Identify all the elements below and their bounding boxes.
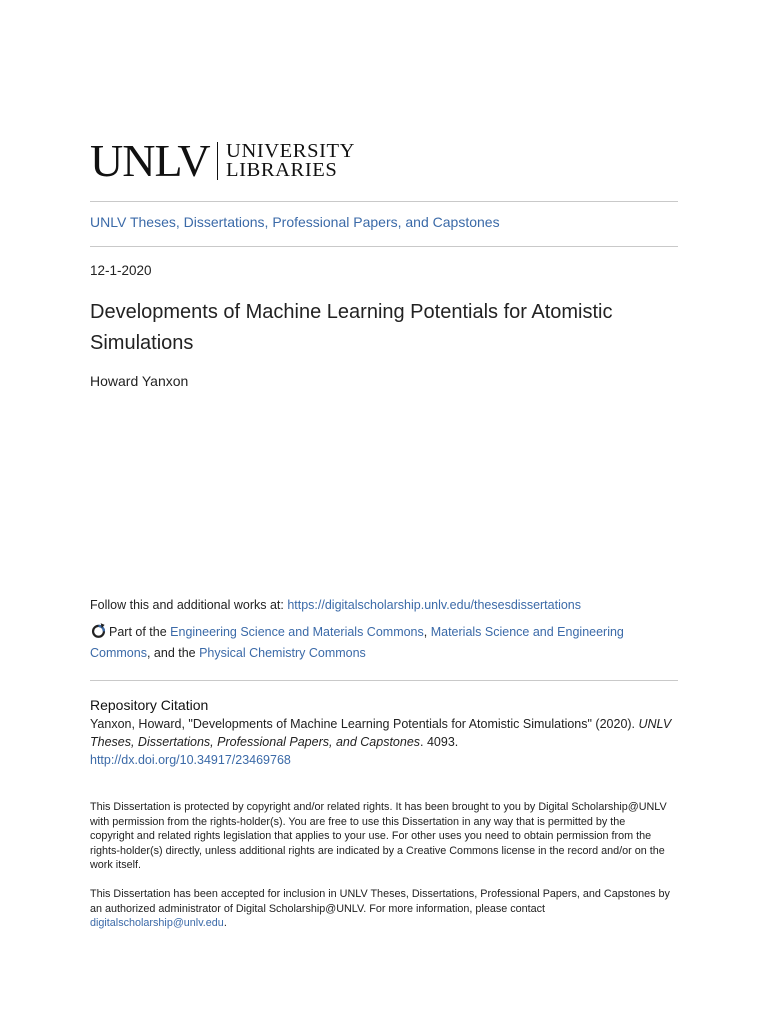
part-of-commons	[90, 622, 650, 664]
series-divider	[90, 246, 678, 247]
citation-divider	[90, 680, 678, 681]
creative-commons-icon	[90, 622, 107, 639]
repository-citation	[90, 715, 675, 769]
engineering-science-commons-link[interactable]: Engineering Science and Materials Commons	[170, 625, 424, 639]
follow-works	[90, 598, 581, 612]
acceptance-end: .	[223, 917, 227, 930]
top-divider	[90, 201, 678, 202]
author-name: Howard Yanxon	[90, 373, 189, 389]
citation-number: . 4093.	[420, 735, 459, 749]
series-link[interactable]: UNLV Theses, Dissertations, Professional Papers, and Capstones	[90, 214, 500, 230]
acceptance-text: This Dissertation has been accepted for inclusion in UNLV Theses, Dissertations, Professional Papers, and Capstones by an authorized administrator of Digital Scholarship@UNLV. For more information, please contact	[90, 888, 670, 915]
part-of-sep-1: ,	[423, 625, 431, 639]
unlv-libraries-logo	[90, 135, 356, 186]
follow-label: Follow this and additional works at:	[90, 598, 288, 612]
publication-date: 12-1-2020	[90, 263, 152, 278]
citation-series: UNLV Theses, Dissertations, Professional Papers, and Capstones	[90, 717, 672, 749]
logo-line-university: UNIVERSITY	[226, 140, 356, 162]
logo-mark: UNLV	[90, 135, 210, 186]
doi-link[interactable]: http://dx.doi.org/10.34917/23469768	[90, 753, 291, 767]
acceptance-statement	[90, 887, 670, 931]
logo-divider	[217, 142, 219, 180]
logo-line-libraries: LIBRARIES	[226, 159, 338, 181]
contact-email-link[interactable]: digitalscholarship@unlv.edu	[90, 917, 224, 930]
document-title: Developments of Machine Learning Potentials for Atomistic Simulations	[90, 301, 613, 354]
citation-text: Yanxon, Howard, "Developments of Machine Learning Potentials for Atomistic Simulations" (2020).	[90, 717, 639, 731]
part-of-sep-2: , and the	[146, 646, 200, 660]
rights-statement: This Dissertation is protected by copyright and/or related rights. It has been brought to you by Digital Scholarship@UNLV with permission from the rights-holder(s). You are free to use this Dissertation in any way that is permitted by the copyright and related rights legislation that applies to your use. For other uses you need to obtain permission from the rights-holder(s) directly, unless additional rights are indicated by a Creative Commons license in the record and/or on the work itself.	[90, 801, 667, 872]
repository-citation-heading: Repository Citation	[90, 697, 209, 713]
physical-chemistry-commons-link[interactable]: Physical Chemistry Commons	[199, 646, 366, 660]
follow-url-link[interactable]: https://digitalscholarship.unlv.edu/thesesdissertations	[287, 598, 582, 612]
materials-science-commons-link[interactable]: Materials Science and Engineering Commons	[90, 625, 624, 660]
logo-words	[226, 142, 355, 180]
part-of-prefix: Part of the	[109, 625, 171, 639]
